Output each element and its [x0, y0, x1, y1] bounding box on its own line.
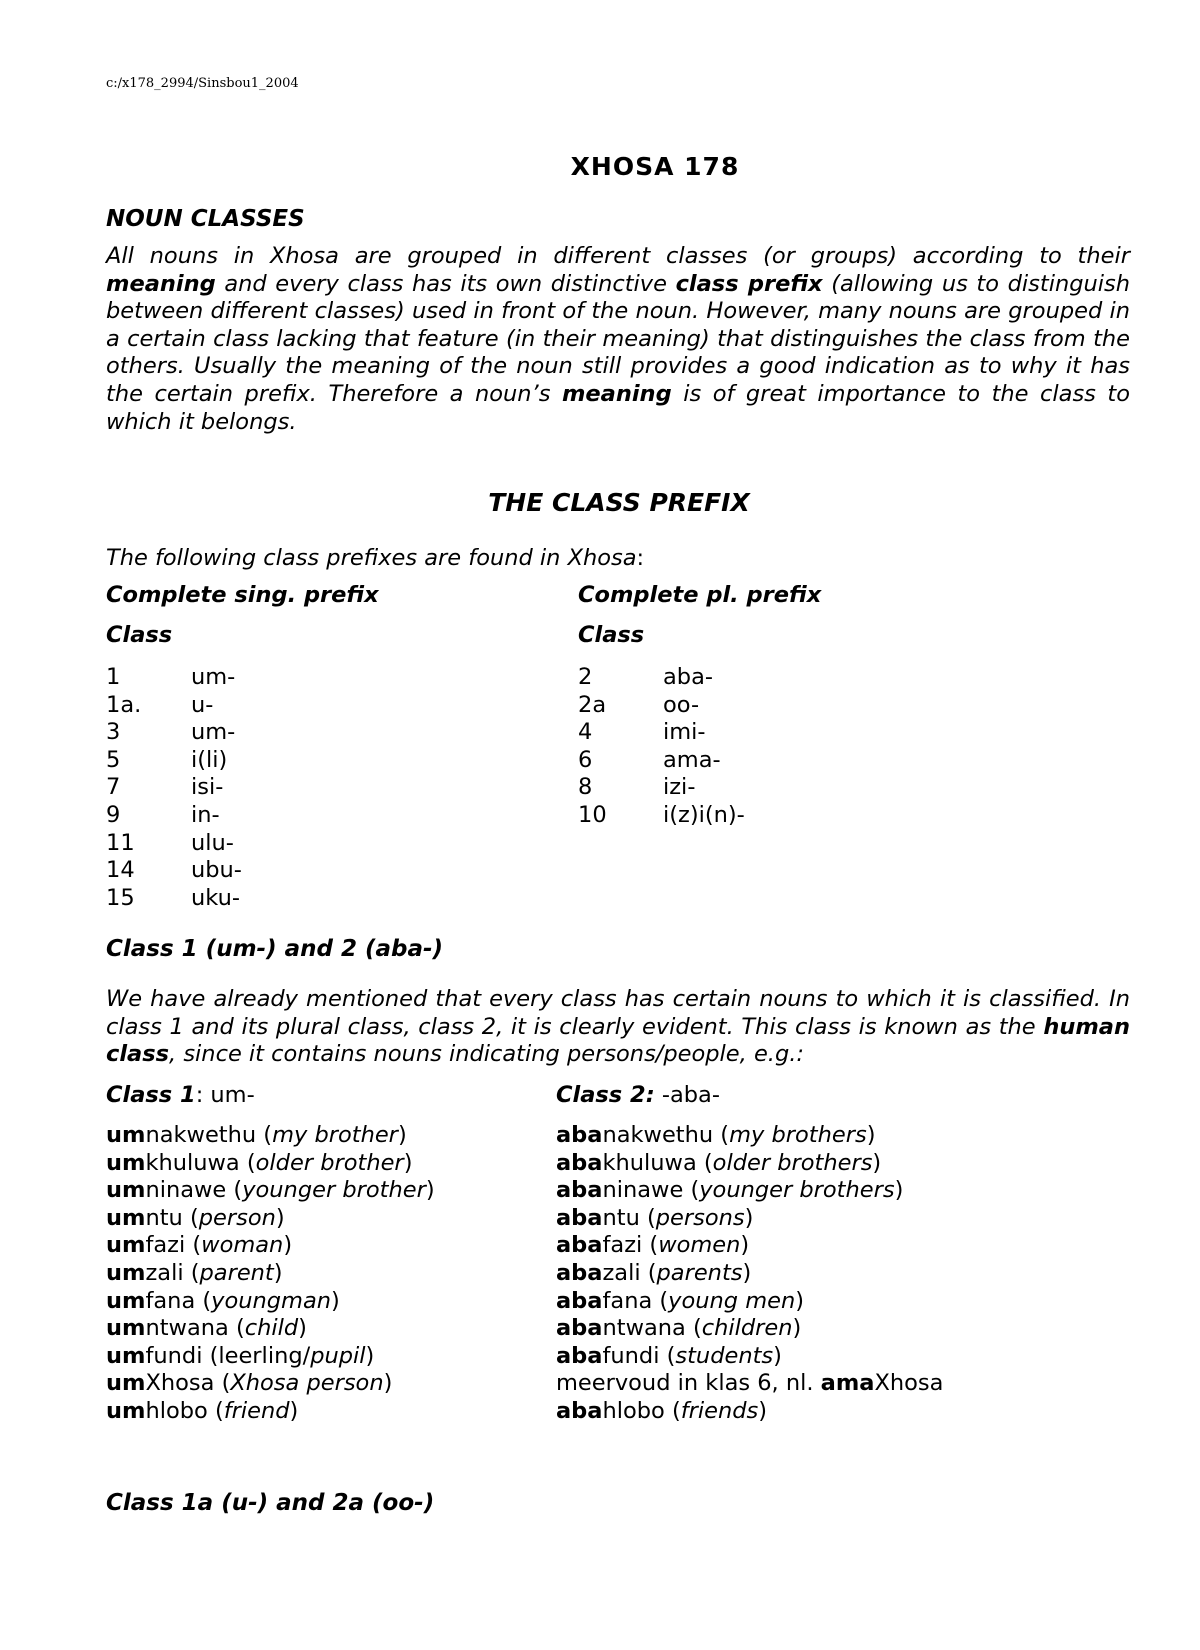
file-path: c:/x178_2994/Sinsbou1_2004: [106, 76, 299, 91]
class-number: 9: [106, 801, 121, 828]
example-close: ): [742, 1259, 752, 1286]
class2-example-row: [556, 1177, 943, 1205]
class-prefix: aba-: [663, 664, 713, 690]
class-number: 1a.: [106, 691, 142, 718]
class-prefix: oo-: [663, 691, 700, 718]
example-gloss: child: [244, 1315, 299, 1342]
class1-prefix: : um-: [195, 1082, 255, 1108]
class-number: 2a: [578, 691, 607, 718]
example-stem: zali (: [602, 1259, 657, 1286]
singular-class-list: [106, 664, 242, 912]
class2-example-list: [556, 1122, 943, 1426]
example-gloss: youngman: [211, 1287, 332, 1314]
class-number: 3: [106, 719, 121, 746]
example-close: ): [758, 1397, 768, 1424]
class-prefix: isi-: [191, 774, 224, 801]
plural-class-list: [578, 664, 745, 830]
example-stem: ntu (: [145, 1204, 199, 1231]
class-prefix: imi-: [663, 719, 706, 746]
example-stem: khuluwa (: [602, 1149, 713, 1176]
class-prefix: ubu-: [191, 857, 242, 884]
example-prefix: aba: [556, 1149, 603, 1176]
example-stem: Xhosa (: [145, 1370, 231, 1397]
example-prefix: um: [106, 1177, 146, 1204]
section1-text: , since it contains nouns indicating persons/people, e.g.:: [169, 1041, 804, 1068]
example-prefix: aba: [556, 1122, 603, 1148]
class2-example-row: [556, 1260, 943, 1288]
class1-example-row: [106, 1343, 435, 1371]
plural-class-row: [578, 664, 745, 692]
example-close: ): [894, 1177, 904, 1204]
example-close: ): [403, 1149, 413, 1176]
example-gloss: older brother: [255, 1149, 404, 1176]
class1-example-heading: [106, 1082, 255, 1108]
example-prefix: aba: [556, 1397, 603, 1424]
example-stem: ninawe (: [602, 1177, 700, 1204]
class-prefix: izi-: [663, 774, 696, 801]
class2-example-row: [556, 1315, 943, 1343]
example-prefix: um: [106, 1397, 146, 1424]
class2-example-row: [556, 1205, 943, 1233]
intro-paragraph: [106, 243, 1130, 436]
example-gloss: my brothers: [729, 1122, 867, 1148]
example-prefix: um: [106, 1204, 146, 1231]
example-stem: nakwethu (: [145, 1122, 273, 1148]
example-close: ): [298, 1315, 307, 1342]
example-gloss: Xhosa person: [230, 1370, 384, 1397]
example-close: ): [792, 1315, 802, 1342]
example-stem: ntwana (: [602, 1315, 702, 1342]
class1-example-list: [106, 1122, 435, 1426]
singular-class-row: [106, 802, 242, 830]
singular-class-row: [106, 857, 242, 885]
example-close: ): [283, 1232, 293, 1259]
class2-colon: :: [645, 1082, 655, 1108]
example-prefix: um: [106, 1149, 146, 1176]
example-close: ): [740, 1232, 750, 1259]
plural-class-row: [578, 692, 745, 720]
example-prefix: um: [106, 1287, 146, 1314]
intro-text: is of great importance to the class to which it belongs.: [106, 380, 1130, 435]
example-stem: Xhosa: [874, 1370, 944, 1397]
example-close: ): [365, 1342, 375, 1369]
sing-class-label: Class: [106, 622, 173, 648]
example-stem: hlobo (: [145, 1397, 224, 1424]
sing-prefix-heading: Complete sing. prefix: [106, 582, 379, 608]
example-gloss: parents: [656, 1259, 743, 1286]
example-note: meervoud in klas 6, nl.: [556, 1370, 821, 1397]
class-prefix: uku-: [191, 884, 240, 911]
class1-example-row: [106, 1288, 435, 1316]
class-number: 4: [578, 719, 593, 746]
singular-class-row: [106, 885, 242, 913]
class-prefix: in-: [191, 801, 220, 828]
class2-example-row: [556, 1288, 943, 1316]
example-gloss: older brothers: [712, 1149, 873, 1176]
section1-bold-human-class: human class: [106, 1013, 1130, 1068]
class-number: 15: [106, 884, 135, 911]
lead-colon: :: [636, 545, 645, 571]
example-gloss: my brother: [272, 1122, 398, 1148]
example-gloss: pupil: [310, 1342, 366, 1369]
plural-class-row: [578, 774, 745, 802]
intro-bold-class-prefix: class prefix: [675, 270, 823, 297]
example-prefix: aba: [556, 1204, 603, 1231]
pl-class-label: Class: [578, 622, 645, 648]
example-prefix: aba: [556, 1315, 603, 1342]
class1-example-row: [106, 1260, 435, 1288]
class2-example-row: [556, 1122, 943, 1150]
example-gloss: person: [198, 1204, 276, 1231]
plural-class-row: [578, 747, 745, 775]
class1-example-row: [106, 1150, 435, 1178]
example-stem: fundi (: [602, 1342, 676, 1369]
class2-prefix: -aba-: [654, 1082, 720, 1108]
class2-example-row: [556, 1398, 943, 1426]
example-close: ): [773, 1342, 782, 1369]
class-prefix-title: THE CLASS PREFIX: [488, 488, 750, 517]
example-prefix: aba: [556, 1177, 603, 1204]
section1-paragraph: [106, 986, 1130, 1069]
example-stem: fana (: [602, 1287, 669, 1314]
class-prefix: i(z)i(n)-: [663, 801, 745, 828]
intro-bold-meaning: meaning: [561, 380, 672, 407]
example-prefix: um: [106, 1259, 146, 1286]
example-stem: fundi (leerling/: [145, 1342, 311, 1369]
plural-class-row: [578, 802, 745, 830]
class-number: 14: [106, 857, 135, 884]
example-prefix: aba: [556, 1232, 603, 1259]
example-stem: fazi (: [602, 1232, 659, 1259]
class1-example-row: [106, 1205, 435, 1233]
singular-class-row: [106, 774, 242, 802]
example-prefix: um: [106, 1232, 146, 1259]
example-gloss: parent: [199, 1259, 274, 1286]
class-number: 7: [106, 774, 121, 801]
example-gloss: persons: [655, 1204, 745, 1231]
example-gloss: women: [658, 1232, 741, 1259]
section1-text: We have already mentioned that every class has certain nouns to which it is classified. In class 1 and its plural class, class 2, it is clearly evident. This class is known as the: [106, 986, 1130, 1040]
lead-text: The following class prefixes are found in Xhosa: [106, 545, 637, 571]
example-close: ): [425, 1177, 435, 1204]
class2-example-row: [556, 1370, 943, 1398]
example-stem: fazi (: [145, 1232, 202, 1259]
example-gloss: friends: [680, 1397, 759, 1424]
example-gloss: younger brother: [242, 1177, 426, 1204]
example-close: ): [872, 1149, 882, 1176]
example-stem: fana (: [145, 1287, 212, 1314]
example-stem: zali (: [145, 1259, 200, 1286]
example-gloss: young men: [668, 1287, 796, 1314]
class1-example-row: [106, 1315, 435, 1343]
example-prefix: um: [106, 1315, 146, 1342]
example-prefix: um: [106, 1122, 146, 1148]
plural-class-row: [578, 719, 745, 747]
class2-example-row: [556, 1232, 943, 1260]
singular-class-row: [106, 719, 242, 747]
example-gloss: friend: [223, 1397, 290, 1424]
example-close: ): [273, 1259, 283, 1286]
pl-prefix-heading: Complete pl. prefix: [578, 582, 822, 608]
class2-example-heading: [556, 1082, 720, 1108]
example-stem: khuluwa (: [145, 1149, 256, 1176]
section-heading-noun-classes: NOUN CLASSES: [106, 206, 305, 232]
class1-example-row: [106, 1370, 435, 1398]
class-number: 8: [578, 774, 593, 801]
prefix-lead-text: [106, 545, 644, 571]
example-prefix: um: [106, 1370, 146, 1397]
class1-label: Class 1: [106, 1082, 196, 1108]
example-stem: ntwana (: [145, 1315, 245, 1342]
example-close: ): [331, 1287, 340, 1314]
class-prefix: u-: [191, 691, 214, 718]
example-prefix: aba: [556, 1287, 603, 1314]
example-close: ): [397, 1122, 407, 1148]
singular-class-row: [106, 747, 242, 775]
example-stem: ntu (: [602, 1204, 656, 1231]
class2-example-row: [556, 1150, 943, 1178]
example-prefix: aba: [556, 1342, 603, 1369]
class1-example-row: [106, 1122, 435, 1150]
singular-class-row: [106, 664, 242, 692]
class-prefix: um-: [191, 664, 236, 690]
example-stem: hlobo (: [602, 1397, 681, 1424]
class-number: 1: [106, 664, 121, 690]
section-heading-class-1a-2a: Class 1a (u-) and 2a (oo-): [106, 1490, 435, 1516]
example-gloss: children: [701, 1315, 793, 1342]
example-close: ): [795, 1287, 805, 1314]
example-close: ): [275, 1204, 285, 1231]
example-close: ): [383, 1370, 393, 1397]
example-gloss: younger brothers: [699, 1177, 895, 1204]
class1-example-row: [106, 1398, 435, 1426]
class-prefix: ulu-: [191, 829, 234, 856]
class1-example-row: [106, 1232, 435, 1260]
example-close: ): [289, 1397, 299, 1424]
example-gloss: woman: [201, 1232, 284, 1259]
class-number: 5: [106, 746, 121, 773]
singular-class-row: [106, 830, 242, 858]
example-prefix: um: [106, 1342, 146, 1369]
singular-class-row: [106, 692, 242, 720]
example-close: ): [866, 1122, 876, 1148]
example-prefix: ama: [820, 1370, 875, 1397]
class-number: 2: [578, 664, 593, 690]
class-prefix: i(li): [191, 746, 228, 773]
class-number: 6: [578, 746, 593, 773]
class-number: 10: [578, 801, 607, 828]
example-stem: nakwethu (: [602, 1122, 730, 1148]
intro-text: (allowing us to distinguish between different classes) used in front of the noun. However, many nouns are grouped in a certain class lacking that feature (in their meaning) that distinguishes the class from the others. Usually the meaning of the noun still provides a good indication as to why it has the certain prefix. Therefore a noun’s: [106, 270, 1130, 407]
class-prefix: um-: [191, 719, 236, 746]
intro-bold-meaning: meaning: [106, 270, 216, 297]
example-gloss: students: [675, 1342, 774, 1369]
intro-text: All nouns in Xhosa are grouped in different classes (or groups) according to their: [106, 243, 1130, 269]
section-heading-class-1-2: Class 1 (um-) and 2 (aba-): [106, 936, 444, 962]
intro-text: and every class has its own distinctive: [215, 270, 676, 297]
class1-example-row: [106, 1177, 435, 1205]
example-stem: ninawe (: [145, 1177, 243, 1204]
class2-example-row: [556, 1343, 943, 1371]
class-prefix: ama-: [663, 746, 721, 773]
example-prefix: aba: [556, 1259, 603, 1286]
page-title: XHOSA 178: [570, 152, 740, 181]
class-number: 11: [106, 829, 135, 856]
class2-label: Class 2: [556, 1082, 646, 1108]
example-close: ): [744, 1204, 754, 1231]
